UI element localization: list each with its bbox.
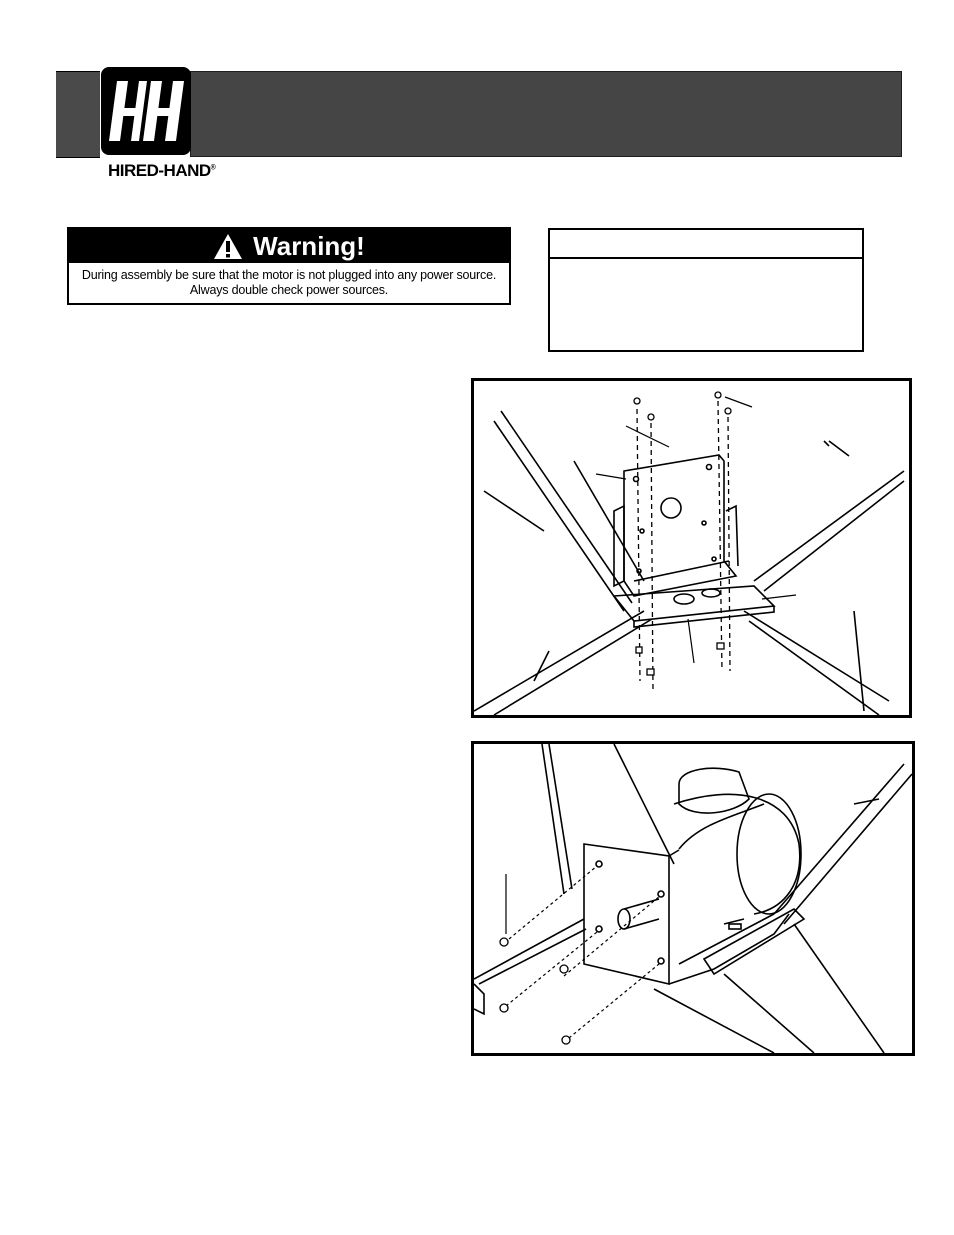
bracket-illustration	[474, 381, 909, 715]
figure-motor-mount-bracket	[471, 378, 912, 718]
brand-name	[108, 161, 215, 181]
warning-title: Warning!	[253, 230, 365, 261]
warning-box	[67, 227, 511, 305]
exclamation-triangle-icon	[213, 233, 243, 260]
warning-line-1: During assembly be sure that the motor is not plugged into any power source.	[81, 268, 497, 282]
header-side-block	[56, 71, 100, 158]
motor-illustration	[474, 744, 912, 1053]
figure-motor-assembly	[471, 741, 915, 1056]
note-box	[548, 228, 864, 352]
header-bar	[190, 71, 902, 157]
hh-logo-mark	[101, 67, 191, 155]
registered-mark: ®	[210, 164, 216, 172]
warning-message	[69, 263, 509, 298]
hired-hand-logo	[101, 67, 191, 155]
note-box-divider	[550, 257, 862, 259]
brand-text: HIRED-HAND	[108, 161, 211, 180]
warning-header	[69, 229, 509, 263]
warning-line-2: Always double check power sources.	[189, 283, 389, 297]
